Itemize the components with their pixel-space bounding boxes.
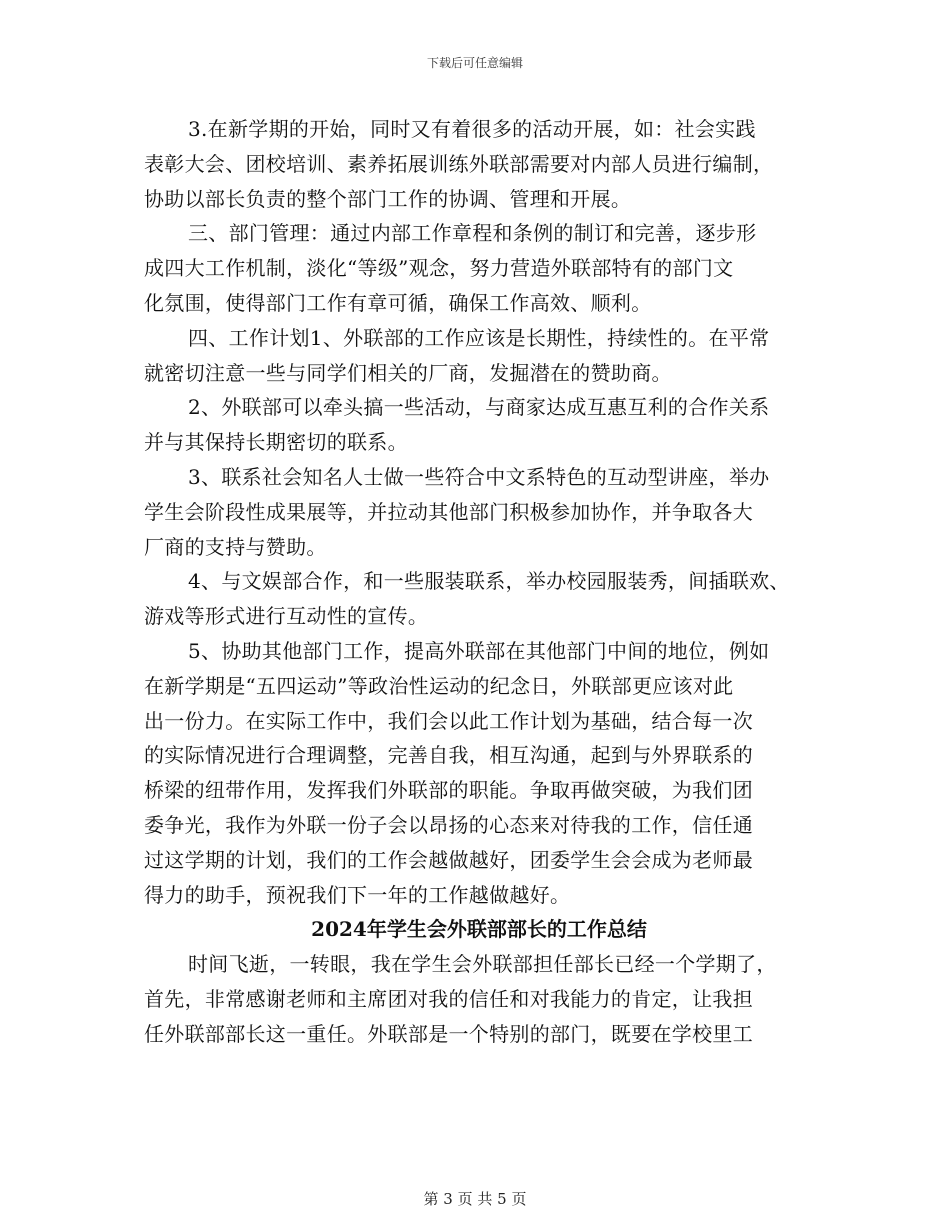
paragraph-line: 游戏等形式进行互动性的宣传。 bbox=[144, 604, 429, 629]
paragraph-line: 化氛围，使得部门工作有章可循，确保工作高效、顺利。 bbox=[144, 290, 652, 315]
paragraph-line: 三、部门管理：通过内部工作章程和条例的制订和完善，逐步形 bbox=[188, 221, 757, 246]
paragraph-line: 表彰大会、团校培训、素养拓展训练外联部需要对内部人员进行编制， bbox=[144, 151, 774, 176]
page-footer: 第 3 页 共 5 页 bbox=[423, 1190, 527, 1208]
paragraph-line: 在新学期是“五四运动”等政治性运动的纪念日，外联部更应该对此 bbox=[144, 673, 734, 698]
paragraph-line: 四、工作计划1、外联部的工作应该是长期性，持续性的。在平常 bbox=[188, 325, 770, 350]
paragraph-line: 并与其保持长期密切的联系。 bbox=[144, 430, 408, 455]
paragraph-line: 成四大工作机制，淡化“等级”观念，努力营造外联部特有的部门文 bbox=[144, 256, 734, 281]
paragraph-line: 3.在新学期的开始，同时又有着很多的活动开展，如：社会实践 bbox=[188, 117, 756, 141]
paragraph-line: 3、联系社会知名人士做一些符合中文系特色的互动型讲座，举办 bbox=[188, 464, 770, 489]
paragraph-line: 任外联部部长这一重任。外联部是一个特别的部门，既要在学校里工 bbox=[144, 1021, 753, 1046]
page-header: 下载后可任意编辑 bbox=[426, 56, 523, 70]
paragraph-line: 的实际情况进行合理调整，完善自我，相互沟通，起到与外界联系的 bbox=[144, 743, 753, 768]
paragraph-line: 协助以部长负责的整个部门工作的协调、管理和开展。 bbox=[144, 186, 632, 211]
paragraph-line: 桥梁的纽带作用，发挥我们外联部的职能。争取再做突破，为我们团 bbox=[144, 778, 753, 803]
paragraph-line: 得力的助手，预祝我们下一年的工作越做越好。 bbox=[144, 882, 571, 907]
paragraph-line: 4、与文娱部合作，和一些服装联系，举办校园服装秀，间插联欢、 bbox=[188, 569, 790, 594]
paragraph-line: 首先，非常感谢老师和主席团对我的信任和对我能力的肯定，让我担 bbox=[144, 986, 753, 1011]
paragraph-line: 过这学期的计划，我们的工作会越做越好，团委学生会会成为老师最 bbox=[144, 847, 753, 872]
paragraph-line: 学生会阶段性成果展等，并拉动其他部门积极参加协作，并争取各大 bbox=[144, 499, 753, 524]
paragraph-line: 就密切注意一些与同学们相关的厂商，发掘潜在的赞助商。 bbox=[144, 360, 672, 385]
paragraph-line: 委争光，我作为外联一份子会以昂扬的心态来对待我的工作，信任通 bbox=[144, 812, 753, 837]
document-body bbox=[144, 112, 814, 1052]
paragraph-line: 厂商的支持与赞助。 bbox=[144, 534, 327, 559]
section-title: 2024年学生会外联部部长的工作总结 bbox=[311, 917, 647, 942]
paragraph-line: 2、外联部可以牵头搞一些活动，与商家达成互惠互利的合作关系 bbox=[188, 395, 770, 420]
paragraph-line: 5、协助其他部门工作，提高外联部在其他部门中间的地位，例如 bbox=[188, 638, 770, 663]
paragraph-line: 出一份力。在实际工作中，我们会以此工作计划为基础，结合每一次 bbox=[144, 708, 753, 733]
paragraph-line: 时间飞逝，一转眼，我在学生会外联部担任部长已经一个学期了， bbox=[188, 952, 777, 977]
